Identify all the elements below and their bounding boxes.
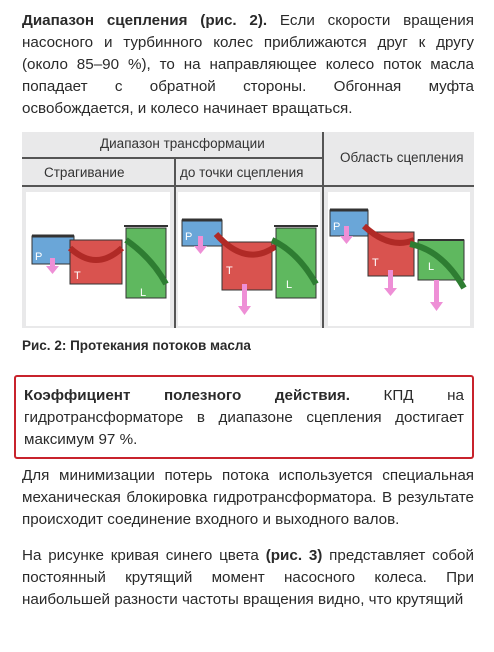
efficiency-paragraph — [24, 385, 464, 451]
reactor-label: L — [428, 261, 435, 273]
torque-text-before: На рисунке кривая синего цвета — [22, 547, 259, 564]
header-transformation: Диапазон трансформации — [100, 136, 265, 151]
intro-text: Если скорости вращения насосного и турбинного колес приближаются друг к другу (около 85–90 %), то на направляющее колесо поток масла попадает с обратной стороны. Обгонная муфта освобождается, и колесо начинает вращаться. — [22, 12, 474, 117]
turbine-label: T — [74, 270, 81, 282]
reactor-label: L — [140, 287, 147, 299]
figure-3-reference: (рис. 3) — [265, 547, 323, 564]
pump-label: P — [333, 221, 341, 233]
lockup-paragraph: Для минимизации потерь потока используется специальная механическая блокировка гидротрансформатора. В результате происходит соединение входного и выходного валов. — [22, 467, 474, 528]
figure-caption: Рис. 2: Протекания потоков масла — [22, 338, 251, 353]
header-divider-horizontal — [22, 157, 322, 159]
intro-paragraph — [22, 10, 474, 120]
reactor-label: L — [286, 279, 293, 291]
flow-panel-to-coupling — [176, 188, 322, 328]
intro-heading: Диапазон сцепления (рис. 2). — [22, 12, 268, 29]
header-divider-bottom — [22, 185, 474, 187]
pump-label: P — [35, 251, 43, 263]
torque-text-after: представляет собой постоянный крутящий момент насосного колеса. При наибольшей разности частоты вращения видно, что крутящий — [22, 547, 474, 608]
efficiency-text: КПД на гидротрансформаторе в диапазоне сцепления достигает максимум 97 %. — [24, 387, 464, 448]
flow-panel-coupling — [324, 188, 474, 328]
pump-label: P — [185, 231, 193, 243]
turbine-label: T — [226, 265, 233, 277]
header-coupling: Область сцепления — [340, 150, 464, 165]
flow-panel-start — [22, 188, 174, 328]
efficiency-callout — [14, 375, 474, 459]
turbine-label: T — [372, 257, 379, 269]
reactor-wheel — [272, 226, 318, 298]
subheader-start: Страгивание — [44, 165, 125, 180]
oil-flow-figure — [22, 132, 474, 328]
torque-paragraph — [22, 545, 474, 611]
efficiency-heading: Коэффициент полезного действия. — [24, 387, 350, 404]
subheader-to-coupling: до точки сцепления — [180, 165, 304, 180]
turbine-wheel — [216, 234, 276, 290]
